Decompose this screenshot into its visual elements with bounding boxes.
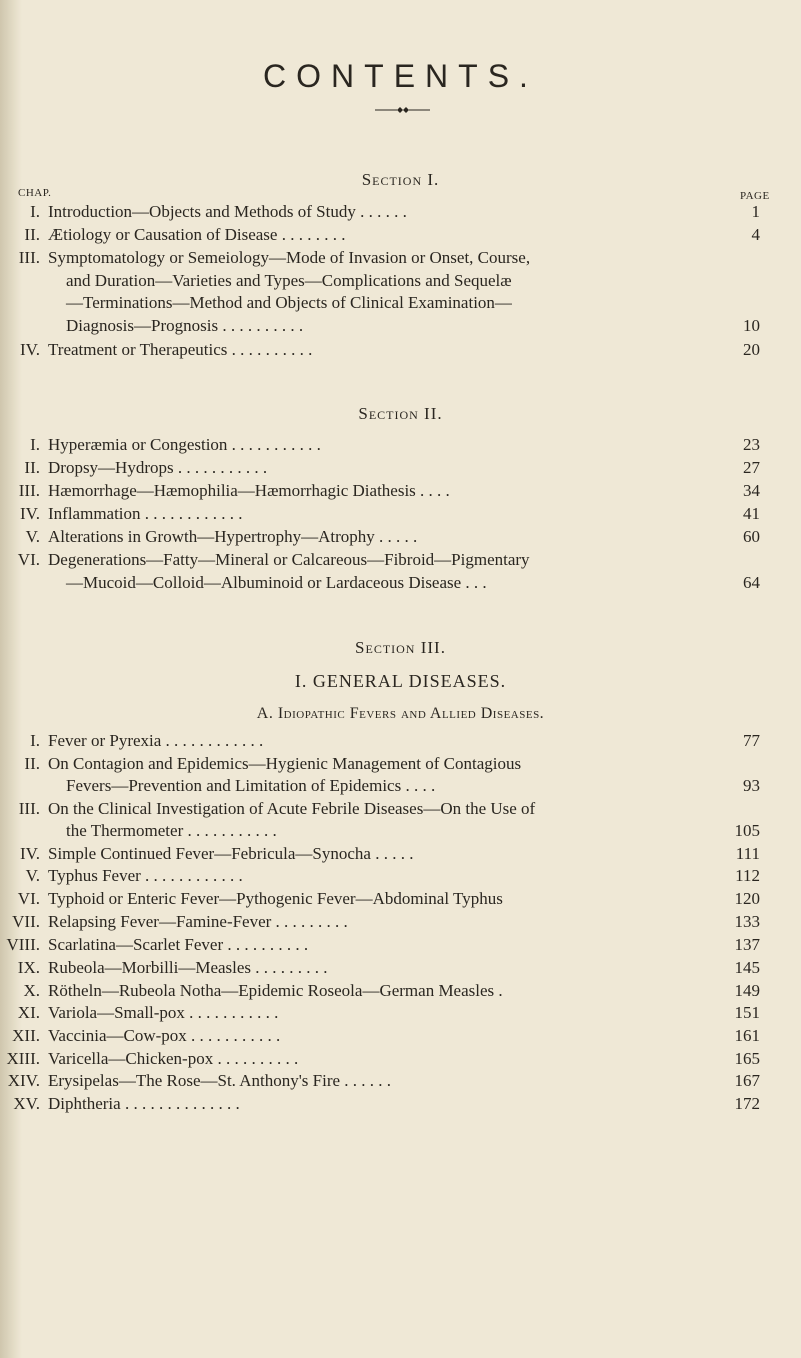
chapter-number: IX. — [17, 958, 40, 977]
idiopathic-fevers-heading: A. Idiopathic Fevers and Allied Diseases. — [256, 705, 545, 722]
chapter-title: Vaccinia—Cow-pox . . . . . . . . . . . — [48, 1026, 281, 1045]
page-number: 60 — [743, 527, 760, 546]
chapter-number: III. — [18, 248, 40, 267]
page-number: 23 — [743, 435, 760, 454]
ornament-rule — [375, 105, 430, 115]
chapter-title: Introduction—Objects and Methods of Study . . . . . . — [48, 202, 407, 221]
page-number: 64 — [743, 573, 760, 592]
page-number: 105 — [734, 821, 760, 840]
page-number: 34 — [743, 481, 760, 500]
chapter-title: Rötheln—Rubeola Notha—Epidemic Roseola—German Measles . — [48, 981, 503, 1000]
chapter-number: V. — [25, 527, 40, 546]
page-number: 20 — [743, 340, 760, 359]
chapter-title: Diphtheria . . . . . . . . . . . . . . — [48, 1094, 240, 1113]
page-number: 167 — [734, 1071, 760, 1090]
chapter-number: III. — [18, 799, 40, 818]
chapter-number: IV. — [20, 340, 40, 359]
chapter-title-line: and Duration—Varieties and Types—Complications and Sequelæ — [66, 271, 512, 290]
chapter-title: Treatment or Therapeutics . . . . . . . . . . — [48, 340, 313, 359]
chapter-number: III. — [18, 481, 40, 500]
chapter-number: VI. — [17, 550, 40, 569]
chapter-title: Erysipelas—The Rose—St. Anthony's Fire . . . . . . — [48, 1071, 392, 1090]
page-number: 149 — [734, 981, 760, 1000]
chapter-title: Ætiology or Causation of Disease . . . . . . . . — [48, 225, 346, 244]
chapter-title-line: Fevers—Prevention and Limitation of Epidemics . . . . — [66, 776, 436, 795]
chapter-title: Inflammation . . . . . . . . . . . . — [48, 504, 243, 523]
chapter-title: Symptomatology or Semeiology—Mode of Invasion or Onset, Course, — [48, 248, 531, 267]
chapter-number: I. — [30, 202, 40, 221]
chapter-number: VII. — [12, 912, 40, 931]
chapter-number: XIII. — [6, 1049, 40, 1068]
chapter-number: XI. — [17, 1003, 40, 1022]
chapter-title: Scarlatina—Scarlet Fever . . . . . . . . . . — [48, 935, 309, 954]
chapter-number: VIII. — [6, 935, 40, 954]
chapter-title: Rubeola—Morbilli—Measles . . . . . . . . . — [48, 958, 328, 977]
section-1-heading: Section I. — [361, 170, 440, 189]
chapter-number: II. — [24, 225, 40, 244]
chapter-number: I. — [30, 731, 40, 750]
page-number: 133 — [734, 912, 760, 931]
page-number: 111 — [735, 844, 760, 863]
chapter-title: Varicella—Chicken-pox . . . . . . . . . . — [48, 1049, 299, 1068]
page-number: 137 — [734, 935, 760, 954]
chapter-title: Alterations in Growth—Hypertrophy—Atrophy . . . . . — [48, 527, 418, 546]
page-number: 41 — [743, 504, 760, 523]
chapter-title: On the Clinical Investigation of Acute Febrile Diseases—On the Use of — [48, 799, 536, 818]
chapter-title-line: Diagnosis—Prognosis . . . . . . . . . . — [66, 316, 304, 335]
chapter-number: II. — [24, 754, 40, 773]
page-number: 161 — [734, 1026, 760, 1045]
section-2-heading: Section II. — [358, 404, 443, 423]
page-number: 112 — [735, 866, 760, 885]
page-number: 172 — [734, 1094, 760, 1113]
chapter-number: I. — [30, 435, 40, 454]
chapter-title: Typhoid or Enteric Fever—Pythogenic Fever—Abdominal Typhus — [48, 889, 503, 908]
chapter-title-line: the Thermometer . . . . . . . . . . . — [66, 821, 277, 840]
chapter-number: IV. — [20, 844, 40, 863]
chapter-title: Variola—Small-pox . . . . . . . . . . . — [48, 1003, 279, 1022]
chapter-title: Degenerations—Fatty—Mineral or Calcareous—Fibroid—Pigmentary — [48, 550, 530, 569]
chapter-number: V. — [25, 866, 40, 885]
chapter-title: Hæmorrhage—Hæmophilia—Hæmorrhagic Diathesis . . . . — [48, 481, 450, 500]
chapter-number: II. — [24, 458, 40, 477]
chapter-number: XV. — [13, 1094, 40, 1113]
page-number: 77 — [743, 731, 760, 750]
chapter-number: X. — [23, 981, 40, 1000]
page-column-label: PAGE — [740, 190, 770, 202]
general-diseases-heading: I. GENERAL DISEASES. — [294, 671, 507, 691]
chapter-title-line: —Terminations—Method and Objects of Clinical Examination— — [66, 293, 512, 312]
chapter-number: VI. — [17, 889, 40, 908]
chapter-title: Typhus Fever . . . . . . . . . . . . — [48, 866, 243, 885]
page-number: 151 — [734, 1003, 760, 1022]
page-number: 145 — [734, 958, 760, 977]
chapter-title: Simple Continued Fever—Febricula—Synocha . . . . . — [48, 844, 414, 863]
chapter-number: XIV. — [7, 1071, 40, 1090]
page-title: CONTENTS. — [263, 58, 538, 94]
page-number: 120 — [734, 889, 760, 908]
page-number: 4 — [751, 225, 760, 244]
chap-column-label: CHAP. — [18, 187, 52, 199]
chapter-title: Fever or Pyrexia . . . . . . . . . . . . — [48, 731, 264, 750]
chapter-title: Dropsy—Hydrops . . . . . . . . . . . — [48, 458, 268, 477]
page-number: 1 — [751, 202, 760, 221]
page-number: 165 — [734, 1049, 760, 1068]
chapter-number: IV. — [20, 504, 40, 523]
chapter-number: XII. — [12, 1026, 40, 1045]
page-number: 10 — [743, 316, 760, 335]
chapter-title: On Contagion and Epidemics—Hygienic Management of Contagious — [48, 754, 522, 773]
chapter-title-line: —Mucoid—Colloid—Albuminoid or Lardaceous Disease . . . — [66, 573, 487, 592]
section-3-heading: Section III. — [355, 638, 446, 657]
chapter-title: Hyperæmia or Congestion . . . . . . . . . . . — [48, 435, 321, 454]
chapter-title: Relapsing Fever—Famine-Fever . . . . . . . . . — [48, 912, 348, 931]
page-number: 93 — [743, 776, 760, 795]
page-number: 27 — [743, 458, 760, 477]
